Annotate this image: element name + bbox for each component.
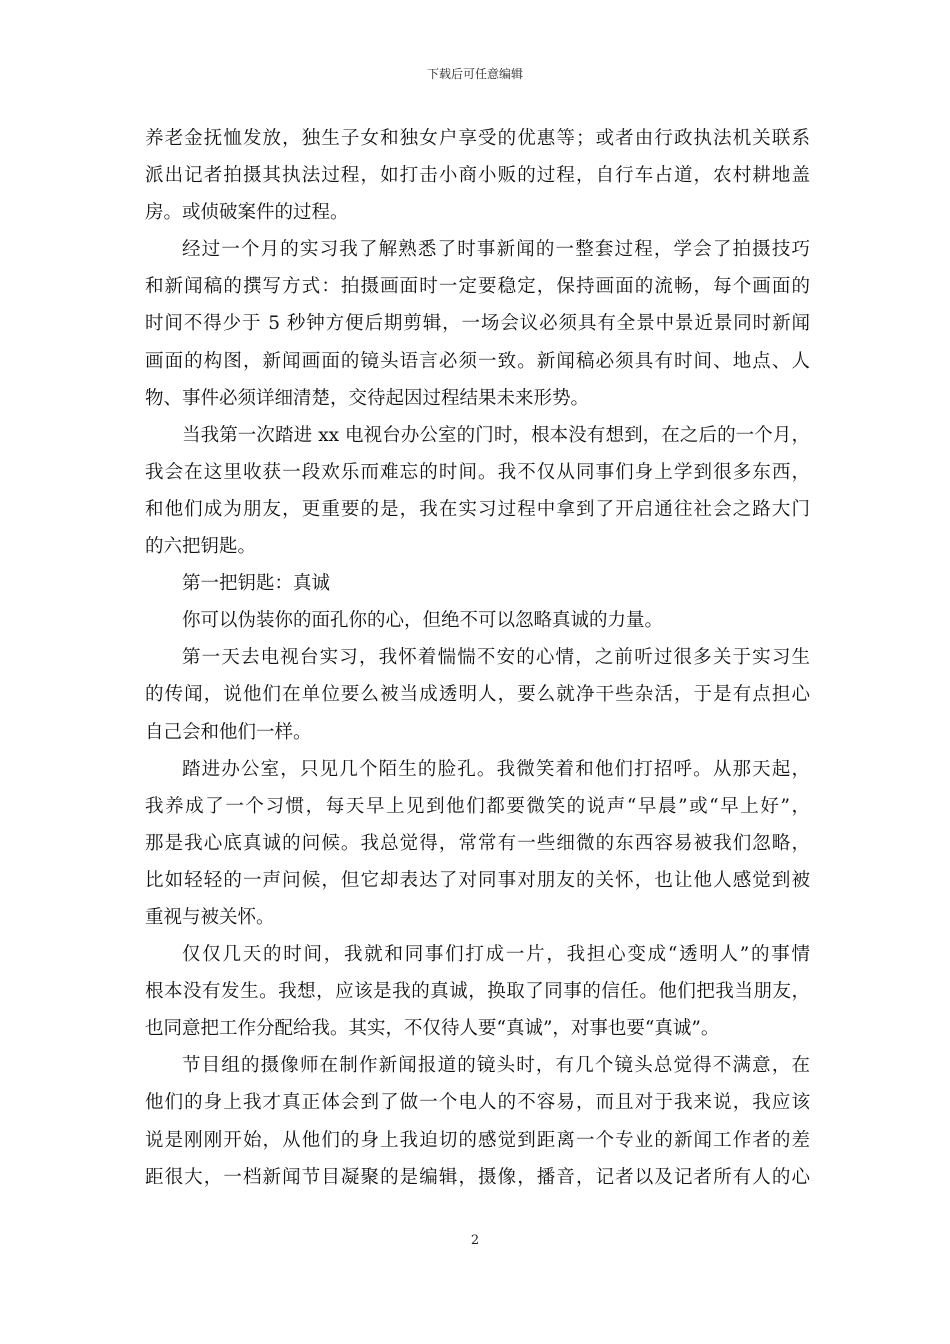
text-line: 根本没有发生。我想，应该是我的真诚，换取了同事的信任。他们把我当朋友， [145, 981, 810, 1003]
text-line: 房。或侦破案件的过程。 [145, 202, 349, 224]
text-line: 第一把钥匙：真诚 [182, 573, 331, 595]
text-line: 的六把钥匙。 [145, 536, 257, 558]
text-line: 节目组的摄像师在制作新闻报道的镜头时，有几个镜头总觉得不满意，在 [182, 1055, 810, 1077]
text-line: 时间不得少于 5 秒钟方便后期剪辑，一场会议必须具有全景中景近景同时新闻 [145, 313, 810, 335]
text-line: 那是我心底真诚的问候。我总觉得，常常有一些细微的东西容易被我们忽略， [145, 832, 810, 854]
text-line: 说是刚刚开始，从他们的身上我迫切的感觉到距离一个专业的新闻工作者的差 [145, 1129, 810, 1151]
text-line: 仅仅几天的时间，我就和同事们打成一片，我担心变成“透明人”的事情 [182, 944, 810, 966]
text-line: 他们的身上我才真正体会到了做一个电人的不容易，而且对于我来说，我应该 [145, 1092, 810, 1114]
text-line: 画面的构图，新闻画面的镜头语言必须一致。新闻稿必须具有时间、地点、人 [145, 350, 810, 372]
page-header: 下载后可任意编辑 [426, 67, 523, 81]
text-line: 经过一个月的实习我了解熟悉了时事新闻的一整套过程，学会了拍摄技巧 [182, 239, 810, 261]
text-line: 养老金抚恤发放，独生子女和独女户享受的优惠等；或者由行政执法机关联系 [145, 128, 810, 149]
text-line: 你可以伪装你的面孔你的心，但绝不可以忽略真诚的力量。 [182, 610, 664, 632]
text-line: 和他们成为朋友，更重要的是，我在实习过程中拿到了开启通往社会之路大门 [145, 498, 810, 520]
page-number: 2 [470, 1233, 480, 1248]
text-line: 派出记者拍摄其执法过程，如打击小商小贩的过程，自行车占道，农村耕地盖 [145, 165, 810, 187]
text-line: 比如轻轻的一声问候，但它却表达了对同事对朋友的关怀，也让他人感觉到被 [145, 869, 810, 891]
text-line: 我会在这里收获一段欢乐而难忘的时间。我不仅从同事们身上学到很多东西， [145, 461, 810, 483]
text-line: 踏进办公室，只见几个陌生的脸孔。我微笑着和他们打招呼。从那天起， [182, 758, 810, 780]
text-line: 第一天去电视台实习，我怀着惴惴不安的心情，之前听过很多关于实习生 [182, 647, 810, 669]
text-line: 自己会和他们一样。 [145, 721, 312, 743]
text-line: 我养成了一个习惯，每天早上见到他们都要微笑的说声“早晨”或“早上好”， [145, 795, 810, 817]
text-line: 和新闻稿的撰写方式：拍摄画面时一定要稳定，保持画面的流畅，每个画面的 [145, 276, 810, 298]
text-line: 重视与被关怀。 [145, 906, 275, 928]
text-line: 距很大，一档新闻节目凝聚的是编辑，摄像，播音，记者以及记者所有人的心 [145, 1166, 810, 1188]
document-body [145, 120, 810, 1196]
text-line: 物、事件必须详细清楚，交待起因过程结果未来形势。 [145, 387, 590, 409]
text-line: 也同意把工作分配给我。其实，不仅待人要“真诚”，对事也要“真诚”。 [145, 1018, 720, 1040]
text-line: 的传闻，说他们在单位要么被当成透明人，要么就净干些杂活，于是有点担心 [145, 684, 810, 706]
text-line: 当我第一次踏进 xx 电视台办公室的门时，根本没有想到，在之后的一个月， [182, 424, 810, 446]
